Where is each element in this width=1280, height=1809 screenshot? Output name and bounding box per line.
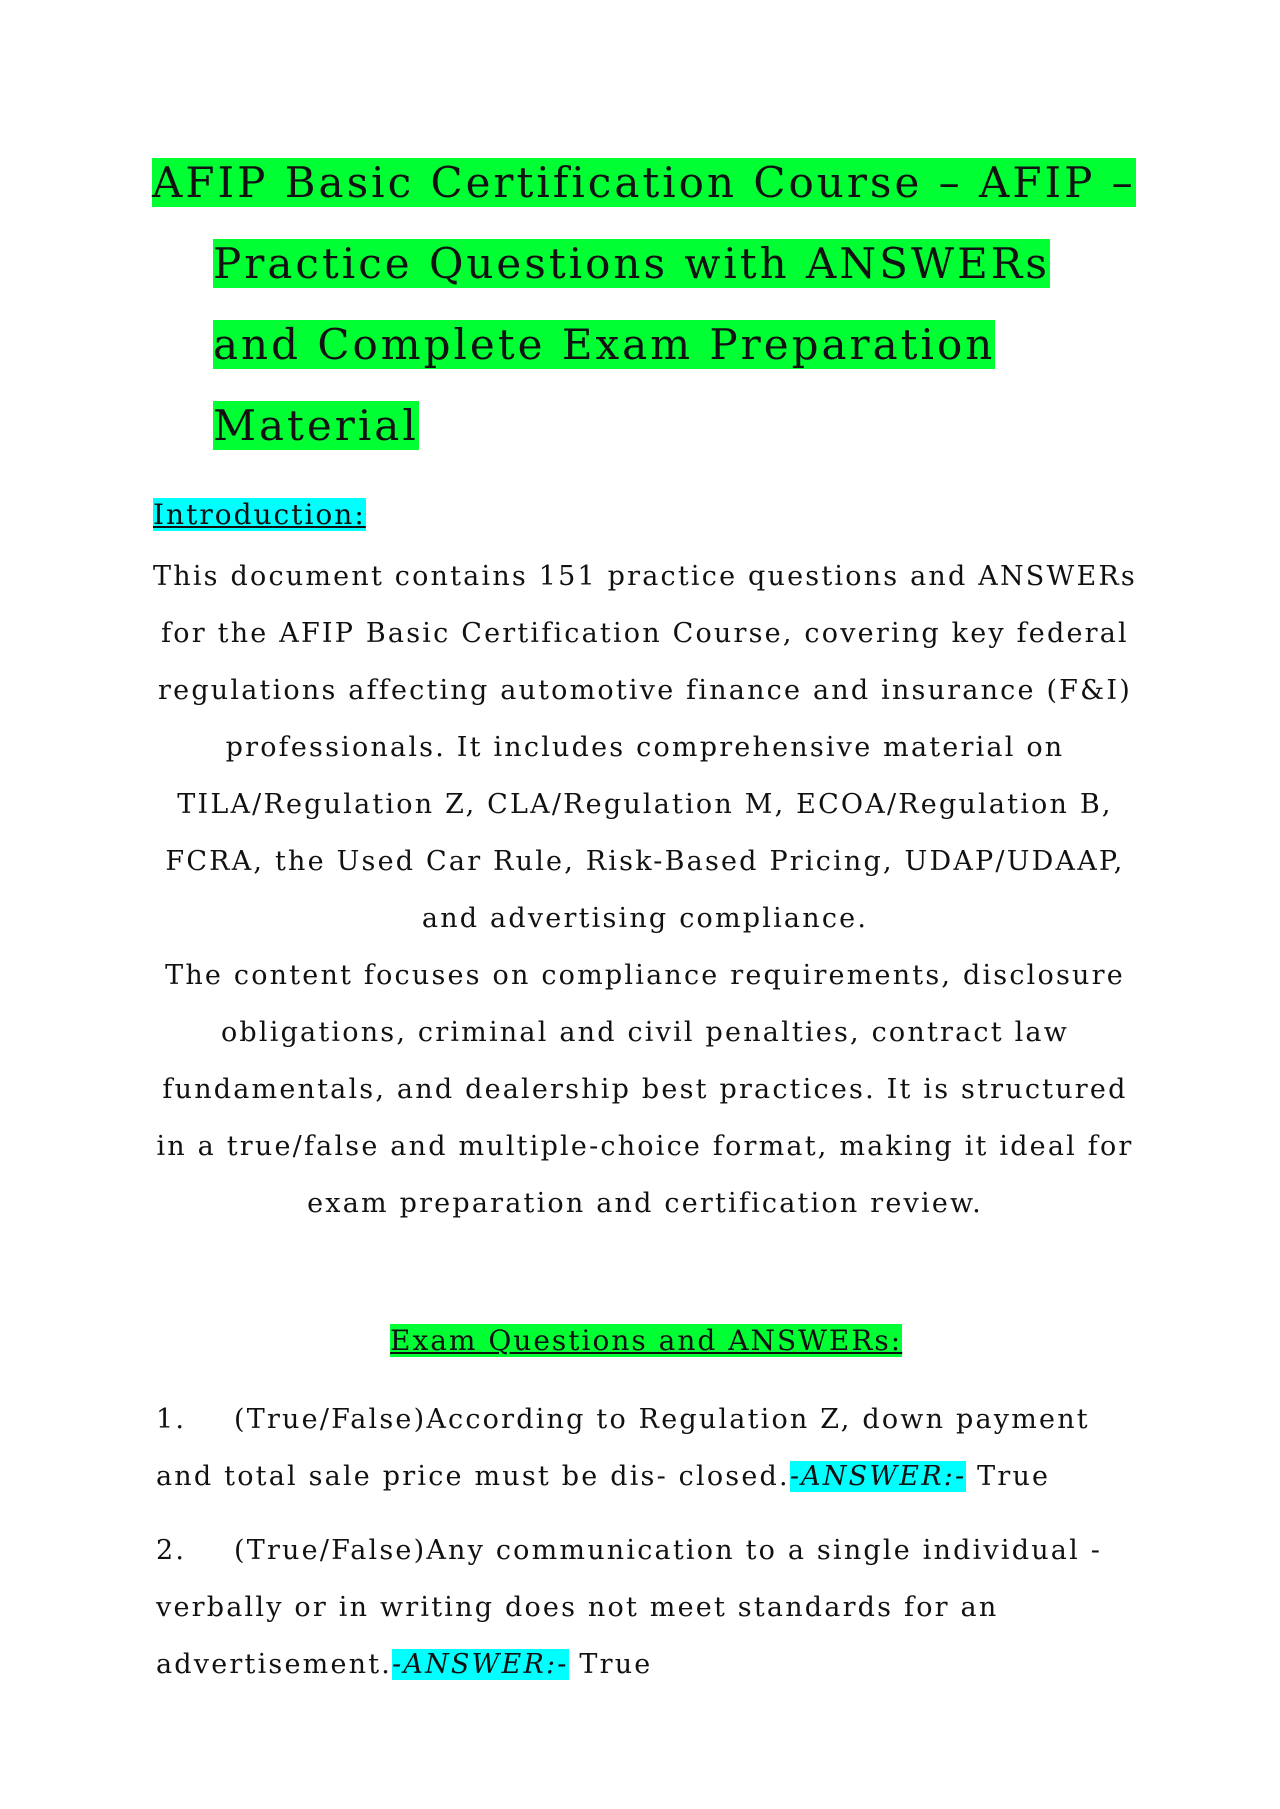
question-number: 2. <box>156 1535 187 1566</box>
question-2-line-1 <box>156 1522 1102 1579</box>
question-text: advertisement. <box>156 1649 393 1680</box>
title-highlight: AFIP Basic Certification Course – AFIP – <box>152 158 1136 207</box>
question-1-line-2 <box>156 1448 1050 1505</box>
question-text: verbally or in writing does not meet standards for an <box>156 1592 999 1623</box>
answer-text: True <box>568 1649 653 1680</box>
question-number: 1. <box>156 1404 187 1435</box>
question-2-line-3 <box>156 1636 652 1693</box>
document-title-line-1 <box>152 155 1136 211</box>
document-title-line-3 <box>213 317 995 373</box>
exam-questions-heading-text: Exam Questions and ANSWERs: <box>390 1324 903 1357</box>
document-title-line-2 <box>213 236 1050 292</box>
answer-text: True <box>966 1461 1051 1492</box>
document-title-line-4 <box>213 398 419 454</box>
answer-marker: -ANSWER:- <box>392 1649 569 1680</box>
introduction-heading-text: Introduction: <box>153 498 366 531</box>
introduction-heading <box>153 496 366 534</box>
title-highlight: and Complete Exam Preparation <box>213 320 996 369</box>
question-text: and total sale price must be dis- closed. <box>156 1461 790 1492</box>
intro-paragraph: This document contains 151 practice questions and ANSWERs for the AFIP Basic Certification Course, covering key federal regulations affecting automotive finance and insurance (F&I) professionals. It includes comprehensive material on TILA/Regulation Z, CLA/Regulation M, ECOA/Regulation B, FCRA, the Used Car Rule, Risk-Based Pricing, UDAP/UDAAP, and advertising compliance. <box>153 561 1137 934</box>
exam-questions-heading <box>390 1322 902 1360</box>
intro-paragraph: The content focuses on compliance requirements, disclosure obligations, criminal and civil penalties, contract law fundamentals, and dealership best practices. It is structured in a true/false and multiple-choice format, making it ideal for exam preparation and certification review. <box>156 960 1134 1219</box>
answer-marker: -ANSWER:- <box>789 1461 967 1492</box>
title-highlight: Practice Questions with ANSWERs <box>213 239 1050 288</box>
question-1-line-1 <box>156 1391 1090 1448</box>
introduction-body <box>150 548 1140 1232</box>
question-text: (True/False)Any communication to a single individual - <box>234 1535 1103 1566</box>
title-highlight: Material <box>213 401 419 450</box>
question-2-line-2 <box>156 1579 998 1636</box>
question-text: (True/False)According to Regulation Z, down payment <box>234 1404 1090 1435</box>
